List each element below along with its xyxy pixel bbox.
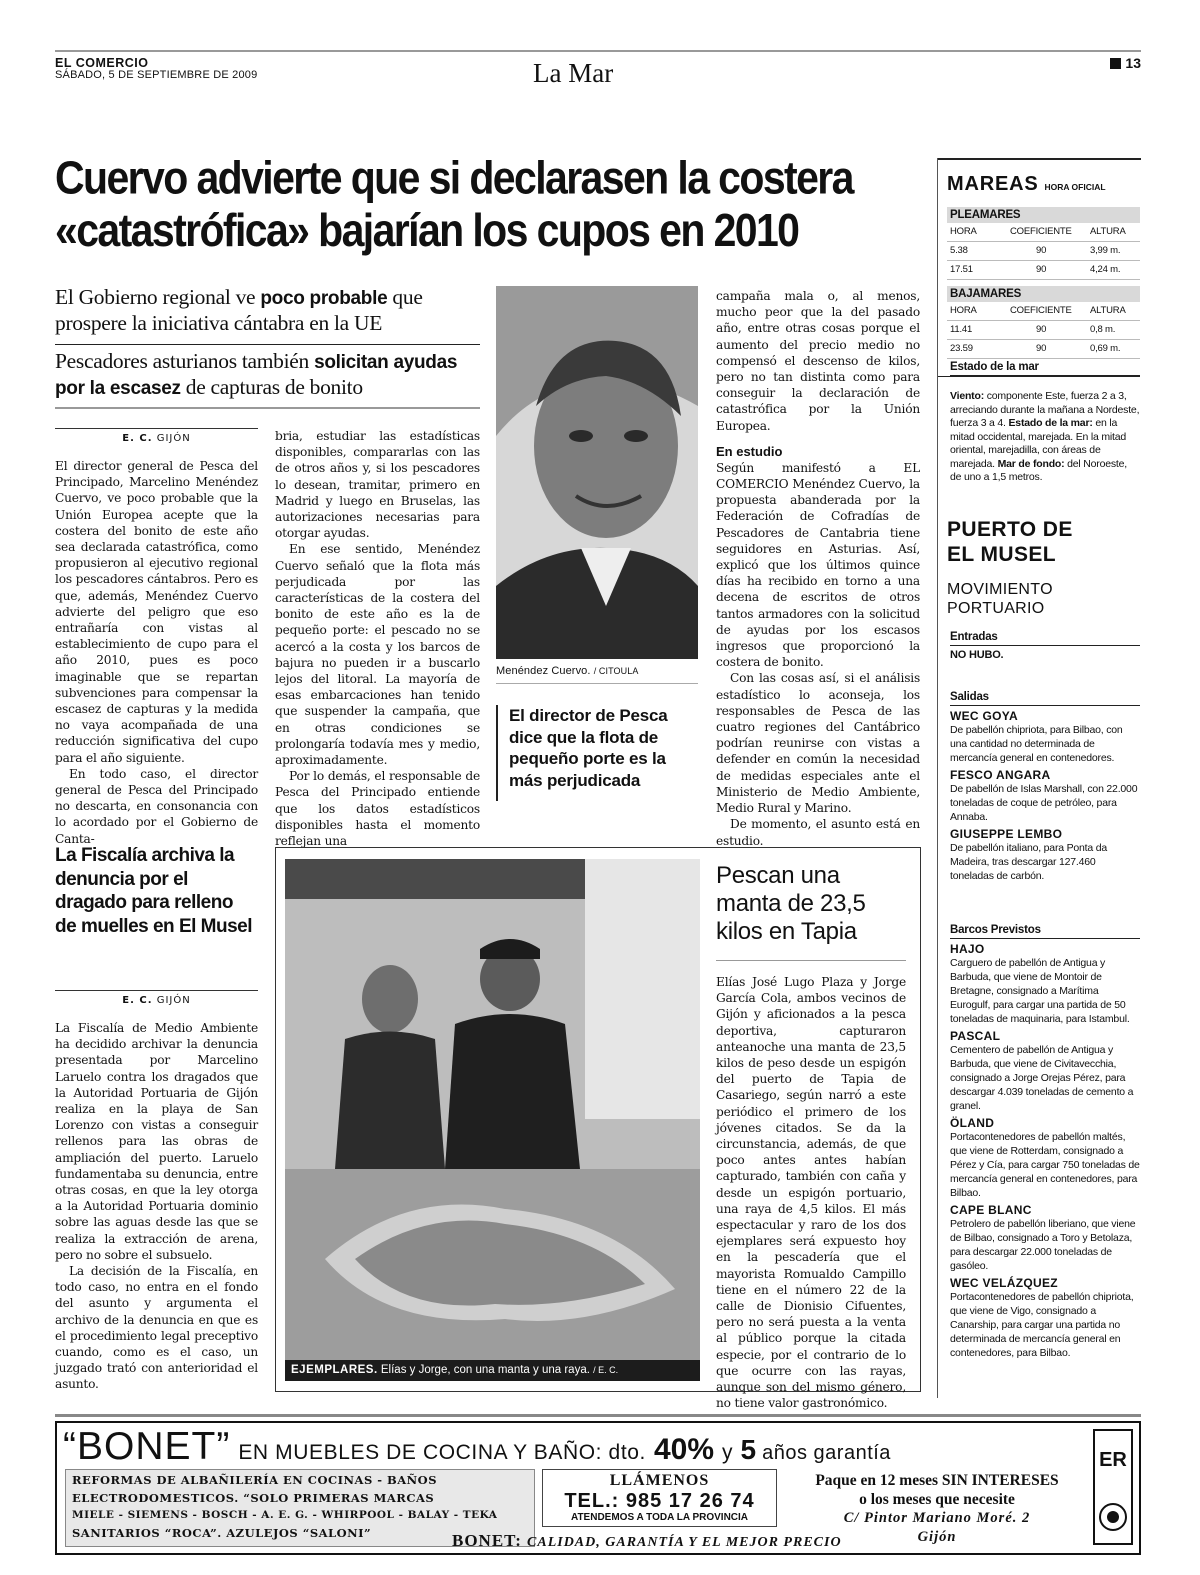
- main-byline: [55, 428, 258, 444]
- portrait-caption: [496, 665, 638, 677]
- ship-details: Portacontenedores de pabellón chipriota, que viene de Vigo, consignado a Canarship, para cargar una partida no determinada de mercancía general en contenedores, para Bilbao.: [950, 1291, 1134, 1359]
- estado-desc: en la mitad occidental, marejada. En la mitad oriental, marejadilla, con áreas de marejada.: [950, 417, 1127, 470]
- ship-details: Portacontenedores de pabellón maltés, que viene de Rotterdam, consignado a Pérez y Cía, para cargar 750 toneladas de mercancía general en contenedores, para Bilbao.: [950, 1131, 1140, 1199]
- ad-line-4: SANITARIOS “ROCA”. AZULEJOS “SALONI”: [72, 1525, 372, 1540]
- salida-item: [950, 709, 1140, 765]
- salidas: [950, 690, 1140, 883]
- previsto-item: [950, 1029, 1140, 1113]
- ship-name: HAJO: [950, 942, 985, 956]
- tide-hora: 17.51: [950, 264, 973, 275]
- ad-addr-2: Gijón: [917, 1529, 957, 1545]
- ship-name: CAPE BLANC: [950, 1203, 1032, 1217]
- ad-footer-brand: BONET:: [452, 1531, 522, 1550]
- puerto-subtitle: [947, 580, 1053, 618]
- estado-title: Estado de la mar: [950, 360, 1140, 376]
- fiscalia-article: [55, 990, 258, 1393]
- ad-y: y: [722, 1441, 733, 1464]
- page-number: [1110, 55, 1141, 71]
- entradas-title: Entradas: [950, 630, 1140, 646]
- ship-name: ÖLAND: [950, 1116, 995, 1130]
- paragraph: En ese sentido, Menéndez Cuervo señaló que la flota más perjudicada por las características de la costera del bonito de este año es la de pequeño porte: el pescado no se acercó a la costa y los barcos de bajura no pueden ir a buscarlo lejos del litoral. La mayoría de esas embarcaciones han tenido que suspender la campaña, que en otras condiciones se prolongaría todavía mes y medio, aproximadamente.: [275, 542, 480, 768]
- ship-name: PASCAL: [950, 1029, 1001, 1043]
- portrait-caption-name: Menéndez Cuervo.: [496, 665, 591, 677]
- main-headline-line-1: Cuervo advierte que si declarasen la costera: [55, 152, 853, 204]
- pleamares-label: PLEAMARES: [947, 207, 1140, 223]
- paragraph: El director general de Pesca del Principado, Marcelino Menéndez Cuervo, ve poco probable que la Unión Europea acepte que la costera del bonito de este año sea declarada catastrófica, como propusieron al ejecutivo regional los pescadores cántabros. Pero es que, además, Menéndez Cuervo advierte del peligro que eso entrañaría con vistas al establecimiento de cupo para el año 2010, pues es poco imaginable que se repartan subvenciones para compensar la escasez de capturas y la medida no vaya acompañada de una reducción significativa del cupo para el año siguiente.: [55, 459, 258, 765]
- bajamares-label: BAJAMARES: [947, 286, 1140, 302]
- paragraph: De momento, el asunto está en estudio.: [716, 817, 920, 848]
- fiscalia-byline: [55, 990, 258, 1006]
- tide-coef: 90: [1036, 324, 1047, 335]
- main-col-4: [716, 288, 920, 849]
- ad-pay-1: Paque en 12 meses SIN INTERESES: [815, 1472, 1059, 1489]
- paragraph: La Fiscalía de Medio Ambiente ha decidido archivar la denuncia presentada por Marcelino Laruelo contra los dragados que la Autoridad Portuaria de Gijón realiza en la playa de San Lorenzo con vistas a conseguir rellenos para las obras de ampliación del puerto. Laruelo fundamentaba su denuncia, entre otras cosas, en que la ley otorga a la Autoridad Portuaria dominio sobre las aguas desde las que se realiza la extracción de arena, pero no sobre el subsuelo.: [55, 1021, 258, 1262]
- pullquote: El director de Pesca dice que la flota de pequeño porte es la más perjudicada: [509, 706, 668, 790]
- main-col-1-text: [55, 458, 258, 847]
- fondo-label: Mar de fondo:: [997, 457, 1065, 470]
- manta-caption-label: EJEMPLARES.: [291, 1364, 378, 1376]
- salida-item: [950, 768, 1140, 824]
- ad-line-1: REFORMAS DE ALBAÑILERÍA EN COCINAS - BAÑOS: [72, 1473, 438, 1487]
- fondo-text: del Noroeste, de uno a 1,5 metros.: [950, 457, 1127, 483]
- ad-seal-icon: [1098, 1502, 1128, 1532]
- tide-row: [947, 321, 1140, 340]
- paragraph: Con las cosas así, si el análisis estadístico lo aconseja, los responsables de Pesca de las cuatro regiones del Cantábrico podrían reunirse con vistas a defender en común la necesidad de medidas especiales ante el Ministerio de Medio Ambiente, Medio Rural y Marino.: [716, 671, 920, 816]
- manta-body: [716, 974, 906, 1411]
- ship-name: WEC GOYA: [950, 709, 1018, 723]
- salida-item: [950, 827, 1140, 883]
- ad-logo-text: ER: [1099, 1449, 1127, 1471]
- viento-text: componente Este, fuerza 2 a 3, arreciando durante la mañana a Nordeste, fuerza 3 a 4.: [950, 390, 1140, 429]
- tide-col-hora: HORA: [950, 305, 977, 316]
- deck-2: [55, 349, 485, 401]
- pleamares-table: [947, 207, 1140, 280]
- manta-headline: Pescan una manta de 23,5 kilos en Tapia: [716, 862, 866, 945]
- ad-discount: 40%: [653, 1433, 715, 1466]
- ad-brand: “BONET”: [63, 1425, 231, 1468]
- tide-row: [947, 340, 1140, 359]
- ad-phone-box: [542, 1469, 777, 1527]
- ad-tagline: EN MUEBLES DE COCINA Y BAÑO: dto.: [238, 1441, 646, 1464]
- tide-header-row: [947, 223, 1140, 242]
- ad-tel: TEL.: 985 17 26 74: [564, 1490, 755, 1512]
- main-byline-place: GIJÓN: [156, 433, 191, 444]
- deck-2-a: Pescadores asturianos también: [55, 349, 315, 373]
- previsto-item: [950, 1276, 1140, 1360]
- paragraph: Elías José Lugo Plaza y Jorge García Cola, ambos vecinos de Gijón y aficionados a la pesca deportiva, capturaron anteanoche una manta de 23,5 kilos de peso desde un espigón del puerto de Tapia de Casariego, según narró a este periódico el primero de los jóvenes citados. Se da la circunstancia, además, de que poco antes antes habían capturado, también con caña y desde un espigón portuario, una raya de 4,5 kilos. El más espectacular y raro de los dos ejemplares será expuesto hoy en la pescadería que el mayorista Romualdo Campillo tiene en el número 22 de la calle de Dionisio Cifuentes, pero no será puesta a la venta al público porque la citada especie, por el contrario de lo que ocurre con las rayas, aunque son del mismo género, no tiene valor gastronómico.: [716, 975, 906, 1411]
- main-headline-line-2: «catastrófica» bajarían los cupos en 2010: [55, 204, 799, 257]
- ship-name: GIUSEPPE LEMBO: [950, 827, 1063, 841]
- entradas: [950, 630, 1140, 662]
- tide-col-hora: HORA: [950, 226, 977, 237]
- manta-caption: [285, 1360, 700, 1381]
- ad-guarantee: años garantía: [762, 1442, 891, 1464]
- ad-line-2: ELECTRODOMESTICOS. “SOLO PRIMERAS MARCAS: [72, 1490, 435, 1505]
- page-marker-icon: [1110, 58, 1121, 69]
- ad-pay-2: o los meses que necesite: [859, 1491, 1015, 1508]
- ship-details: Carguero de pabellón de Antigua y Barbuda, que viene de Montoir de Bretagne, consignado a Marítima Eurogulf, para cargar una partida de 50 toneladas de maquinaria, para Istambul.: [950, 957, 1130, 1025]
- deck-2-c: de capturas de bonito: [180, 375, 363, 399]
- tide-hora: 11.41: [950, 324, 973, 335]
- ship-name: FESCO ANGARA: [950, 768, 1051, 782]
- fiscalia-headline: La Fiscalía archiva la denuncia por el dragado para relleno de muelles en El Musel: [55, 845, 253, 937]
- bonet-ad: [55, 1421, 1141, 1555]
- fiscalia-byline-name: E. C.: [122, 995, 153, 1006]
- portrait-caption-credit: / CITOULA: [593, 666, 639, 676]
- viento-label: Viento:: [950, 390, 984, 402]
- ad-footer-text: CALIDAD, GARANTÍA Y EL MEJOR PRECIO: [527, 1535, 842, 1550]
- paragraph: bria, estudiar las estadísticas disponibles, compararlas con las de otros años y, si los pescadores lo desean, tramitar, primero en Madrid y luego en Bruselas, las autorizaciones necesarias para otorgar ayudas.: [275, 429, 480, 541]
- manta-photo: [285, 859, 700, 1381]
- salidas-title: Salidas: [950, 690, 1140, 706]
- ship-details: De pabellón italiano, para Ponta da Madeira, tras descargar 127.460 toneladas de carbón.: [950, 842, 1108, 882]
- tide-header-row: [947, 302, 1140, 321]
- deck-1-a: El Gobierno regional ve: [55, 285, 261, 309]
- tide-altura: 0,69 m.: [1090, 343, 1121, 354]
- mareas-subtitle: HORA OFICIAL: [1044, 182, 1106, 192]
- tide-col-altura: ALTURA: [1090, 305, 1126, 316]
- paper-name: EL COMERCIO: [55, 56, 149, 70]
- previstos-title: Barcos Previstos: [950, 923, 1140, 939]
- ship-name: WEC VELÁZQUEZ: [950, 1276, 1058, 1290]
- manta-caption-text: Elías y Jorge, con una manta y una raya.: [380, 1364, 590, 1376]
- tide-altura: 0,8 m.: [1090, 324, 1116, 335]
- ad-logo: [1093, 1429, 1133, 1545]
- manta-illustration: [285, 859, 700, 1381]
- ad-top-line: [63, 1425, 891, 1469]
- issue-date: SÁBADO, 5 DE SEPTIEMBRE DE 2009: [55, 69, 258, 81]
- tide-col-coef: COEFICIENTE: [1010, 305, 1072, 316]
- estado-mar: [950, 360, 1140, 485]
- page-number-text: 13: [1125, 55, 1141, 71]
- bajamares-table: [947, 286, 1140, 359]
- tide-coef: 90: [1036, 343, 1047, 354]
- puerto-subtitle-2: PORTUARIO: [947, 600, 1045, 617]
- ship-details: De pabellón chipriota, para Bilbao, con una cantidad no determinada de mercancía general en contenedores.: [950, 724, 1123, 764]
- tide-row: [947, 242, 1140, 261]
- tide-hora: 5.38: [950, 245, 968, 256]
- puerto-subtitle-1: MOVIMIENTO: [947, 581, 1053, 598]
- deck-1-c: que prospere la iniciativa cántabra en la UE: [55, 285, 423, 335]
- deck-1: [55, 285, 485, 336]
- paragraph: En todo caso, el director general de Pesca del Principado no descarta, en consonancia con lo acordado por el Gobierno de Canta-: [55, 766, 258, 846]
- tide-row: [947, 261, 1140, 280]
- paragraph: Por lo demás, el responsable de Pesca del Principado entiende que los datos estadísticos disponibles hasta el momento reflejan una: [275, 769, 480, 849]
- ad-addr-1: C/ Pintor Mariano Moré. 2: [843, 1510, 1031, 1526]
- ship-details: Petrolero de pabellón liberiano, que viene de Bilbao, consignado a Toro y Betolaza, para descargar 22.000 toneladas de gasóleo.: [950, 1218, 1136, 1272]
- previsto-item: [950, 942, 1140, 1026]
- previsto-item: [950, 1203, 1140, 1273]
- portrait-photo: [496, 286, 698, 659]
- tide-col-coef: COEFICIENTE: [1010, 226, 1072, 237]
- ad-line-3: MIELE - SIEMENS - BOSCH - A. E. G. - WHIRPOOL - BALAY - TEKA: [72, 1509, 498, 1521]
- paragraph: La decisión de la Fiscalía, en todo caso, no entra en el fondo del asunto y argumenta el archivo de la denuncia en que es el procedimiento legal preceptivo cuando, como es el caso, un juzgado trató con anterioridad el asunto.: [55, 1264, 258, 1392]
- ad-attend: ATENDEMOS A TODA LA PROVINCIA: [570, 1512, 749, 1523]
- previsto-item: [950, 1116, 1140, 1200]
- portrait-illustration: [496, 286, 698, 659]
- estado-label: Estado de la mar:: [1008, 417, 1093, 429]
- ad-years: 5: [740, 1434, 757, 1465]
- mareas-title: MAREAS: [947, 173, 1039, 195]
- deck-2-b: solicitan ayudas por la escasez: [55, 352, 458, 399]
- puerto-title-2: EL MUSEL: [947, 543, 1056, 566]
- tide-altura: 4,24 m.: [1090, 264, 1121, 275]
- barcos-previstos: [950, 923, 1140, 1360]
- subhead-en-estudio: En estudio: [716, 443, 783, 459]
- ad-call: LLÁMENOS: [609, 1472, 710, 1489]
- main-headline: [55, 152, 925, 257]
- ship-details: Cementero de pabellón de Antigua y Barbuda, que viene de Civitavecchia, consignado a Jorge Orejas Pérez, para descargar 4.039 toneladas de cemento a granel.: [950, 1044, 1134, 1112]
- entradas-text: NO HUBO.: [950, 649, 1004, 661]
- paragraph: Según manifestó a EL COMERCIO Menéndez Cuervo, la propuesta abanderada por la Federación de Cofradías de Pescadores de Cantabria tiene seguidores en Asturias. Así, explicó que los últimos quince días ha recibido en torno a una decena de escritos de otros tantos armadores con la solicitud de ayudas por los escasos ingresos que proporcionó la costera de bonito.: [716, 460, 920, 670]
- tide-col-altura: ALTURA: [1090, 226, 1126, 237]
- mareas-header: [947, 173, 1106, 196]
- estado-text: [950, 390, 1140, 485]
- deck-1-b: poco probable: [260, 288, 388, 309]
- tide-coef: 90: [1036, 245, 1047, 256]
- paragraph: campaña mala o, al menos, mucho peor que la del pasado año, entre otras cosas porque el aumento del precio medio no compensó el descenso de kilos, pero no tan distinta como para conseguir la declaración de catastrófica por la Unión Europea.: [716, 289, 920, 433]
- main-col-2: [275, 428, 480, 849]
- tide-altura: 3,99 m.: [1090, 245, 1121, 256]
- ship-details: De pabellón de Islas Marshall, con 22.000 toneladas de coque de petróleo, para Annaba.: [950, 783, 1138, 823]
- section-title: La Mar: [533, 58, 614, 88]
- tide-coef: 90: [1036, 264, 1047, 275]
- main-col-1: [55, 428, 258, 847]
- fiscalia-byline-place: GIJÓN: [156, 995, 191, 1006]
- puerto-title: [947, 517, 1073, 567]
- ad-footer: [452, 1531, 842, 1551]
- manta-caption-credit: / E. C.: [593, 1365, 619, 1375]
- main-byline-name: E. C.: [122, 433, 153, 444]
- puerto-title-1: PUERTO DE: [947, 518, 1073, 541]
- tide-hora: 23.59: [950, 343, 973, 354]
